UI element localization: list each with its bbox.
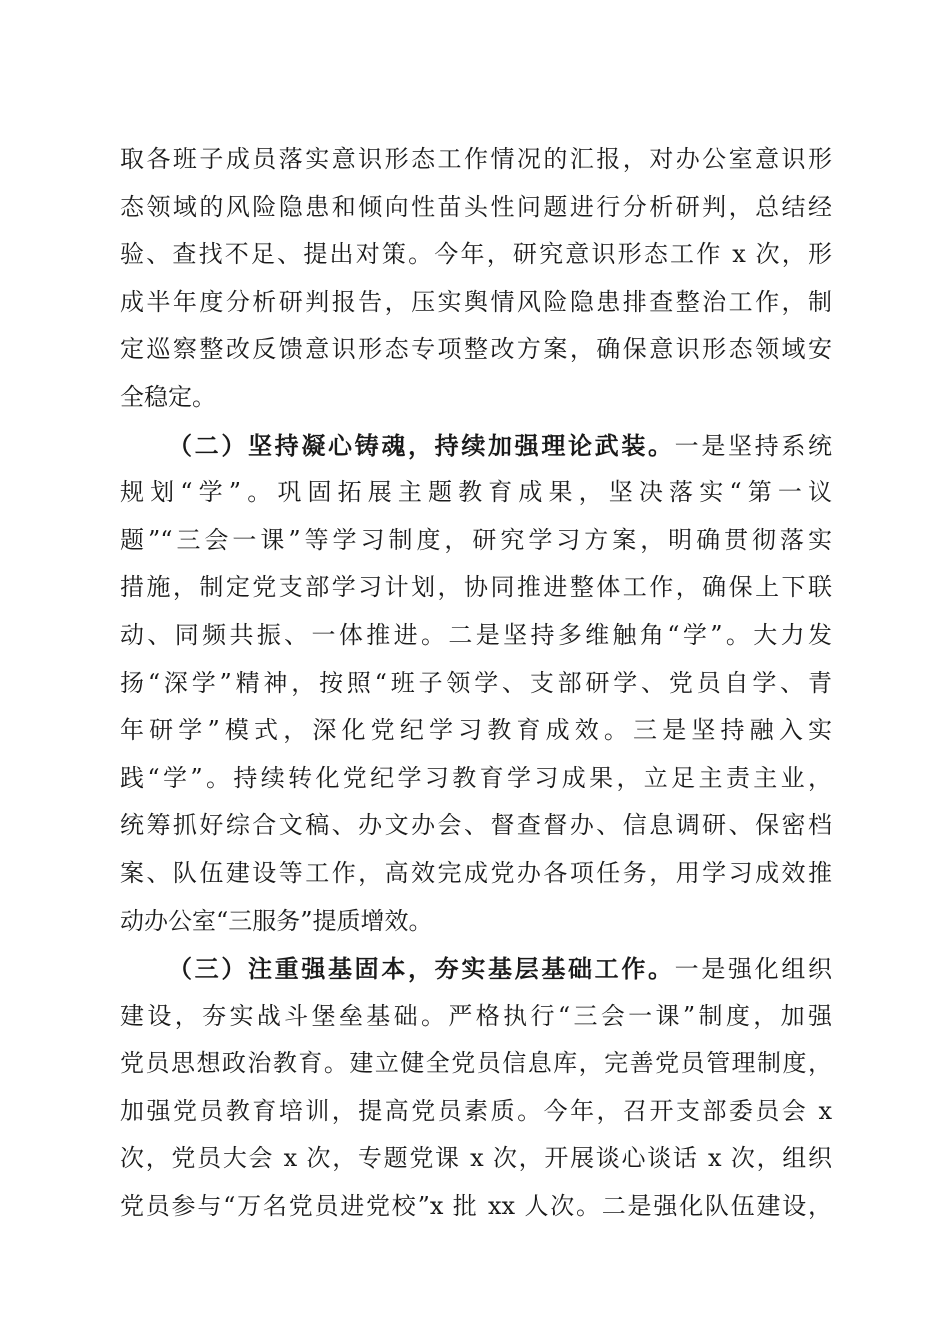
paragraph-3 [120, 945, 832, 1231]
paragraph-line: 统筹抓好综合文稿、办文办会、督查督办、信息调研、保密档 [120, 811, 832, 840]
paragraph-line: 取各班子成员落实意识形态工作情况的汇报，对办公室意识形 [120, 145, 832, 173]
document-page [120, 136, 832, 1231]
paragraph-line: 规划“学”。巩固拓展主题教育成果，坚决落实“第一议 [120, 478, 832, 507]
paragraph-line: 态领域的风险隐患和倾向性苗头性问题进行分析研判，总结经 [120, 192, 832, 221]
paragraph-line: 次，党员大会 x 次，专题党课 x 次，开展谈心谈话 x 次，组织 [120, 1144, 832, 1173]
paragraph-line: 动办公室“三服务”提质增效。 [120, 906, 433, 935]
paragraph-line: 年研学”模式，深化党纪学习教育成效。三是坚持融入实 [120, 716, 832, 745]
paragraph-line: 成半年度分析研判报告，压实舆情风险隐患排查整治工作，制 [120, 287, 832, 316]
paragraph-line: 党员参与“万名党员进党校”x 批 xx 人次。二是强化队伍建设， [120, 1192, 832, 1221]
paragraph-first-line [120, 945, 832, 993]
paragraph-line: 题”“三会一课”等学习制度，研究学习方案，明确贯彻落实 [120, 525, 832, 554]
paragraph-text: 一是坚持系统 [674, 431, 833, 460]
paragraph-line: 定巡察整改反馈意识形态专项整改方案，确保意识形态领域安 [120, 335, 832, 364]
paragraph-line: 验、查找不足、提出对策。今年，研究意识形态工作 x 次，形 [120, 240, 832, 269]
paragraph-line: 动、同频共振、一体推进。二是坚持多维触角“学”。大力发 [120, 620, 832, 649]
paragraph-line: 建设，夯实战斗堡垒基础。严格执行“三会一课”制度，加强 [120, 1001, 832, 1030]
paragraph-line: 扬“深学”精神，按照“班子领学、支部研学、党员自学、青 [120, 668, 832, 697]
paragraph-line: 全稳定。 [120, 382, 216, 411]
paragraph-line: 党员思想政治教育。建立健全党员信息库，完善党员管理制度， [120, 1049, 832, 1078]
paragraph-2 [120, 422, 832, 946]
paragraph-line: 措施，制定党支部学习计划，协同推进整体工作，确保上下联 [120, 573, 832, 602]
paragraph-first-line [120, 422, 832, 470]
section-heading: （三）注重强基固本，夯实基层基础工作。 [168, 954, 675, 984]
section-heading: （二）坚持凝心铸魂，持续加强理论武装。 [168, 430, 675, 460]
paragraph-line: 加强党员教育培训，提高党员素质。今年，召开支部委员会 x [120, 1096, 832, 1125]
paragraph-line: 案、队伍建设等工作，高效完成党办各项任务，用学习成效推 [120, 858, 832, 887]
paragraph-text: 一是强化组织 [674, 955, 833, 984]
paragraph-1 [120, 136, 832, 422]
paragraph-line: 践“学”。持续转化党纪学习教育学习成果，立足主责主业， [120, 763, 832, 792]
